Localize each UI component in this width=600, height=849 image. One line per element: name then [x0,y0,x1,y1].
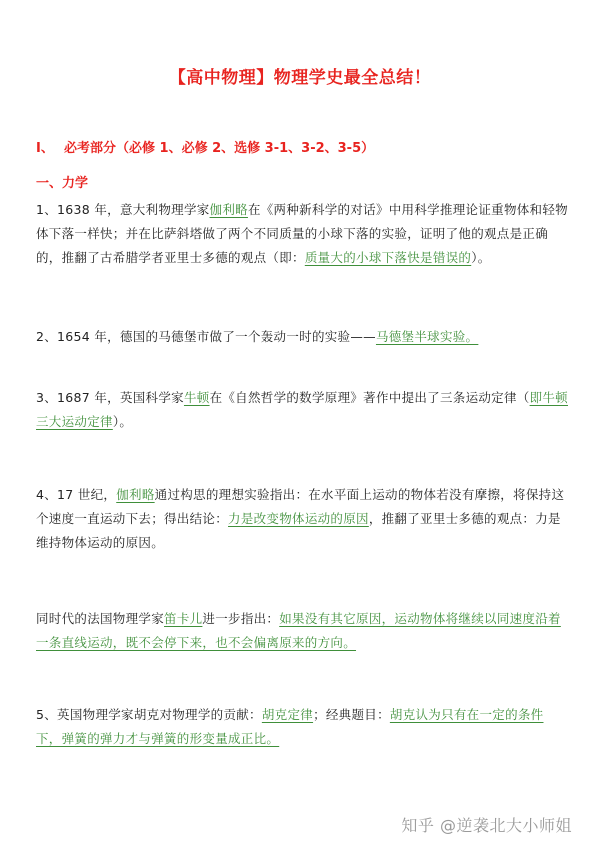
section-number: I、 [36,141,54,156]
highlight-text: 即牛顿三大运动定律 [36,390,568,429]
text: 在《自然哲学的数学原理》著作中提出了三条运动定律（ [209,390,530,405]
text: 1、1638 年，意大利物理学家 [36,202,210,217]
text: 进一步指出： [202,611,280,626]
text: 5、英国物理学家胡克对物理学的贡献： [36,707,262,722]
paragraph-3 [36,386,568,434]
section-heading-required [36,137,374,156]
section-heading-mechanics: 一、力学 [36,176,89,191]
text: ）。 [112,414,133,429]
paragraph-1 [36,198,568,270]
page-title: 【高中物理】物理学史最全总结！ [168,68,432,88]
paragraph-5 [36,607,568,655]
text: 在《两种新科学的对话》中用科学推理论证重物体和轻物体下落一样快；并在比萨斜塔做了两个不同质量的小球下落的实验，证明了他的观点是正确的，推翻了古希腊学者亚里士多德的观点（即： [36,202,568,265]
zhihu-watermark: 知乎 @逆袭北大小师姐 [401,816,572,835]
text: 同时代的法国物理学家 [36,611,165,626]
highlight-text: 马德堡半球实验。 [375,329,479,344]
highlight-name: 伽利略 [209,202,248,217]
paragraph-4 [36,483,568,555]
text: 2、1654 年，德国的马德堡市做了一个轰动一时的实验—— [36,329,376,344]
highlight-text: 胡克认为只有在一定的条件下，弹簧的弹力才与弹簧的形变量成正比。 [36,707,544,746]
text: 通过构思的理想实验指出：在水平面上运动的物体若没有摩擦，将保持这个速度一直运动下去；得出结论： [36,487,565,526]
text: ，推翻了亚里士多德的观点：力是维持物体运动的原因。 [36,511,561,550]
text: 4、17 世纪， [36,487,117,502]
text: ）。 [471,250,491,265]
paragraph-2 [36,325,568,349]
highlight-text: 如果没有其它原因，运动物体将继续以同速度沿着一条直线运动，既不会停下来，也不会偏离原来的方向。 [36,611,561,650]
paragraph-6 [36,703,568,751]
highlight-text: 胡克定律 [261,707,314,722]
highlight-name: 伽利略 [116,487,155,502]
text: ；经典题目： [313,707,390,722]
highlight-text: 力是改变物体运动的原因 [228,511,369,526]
highlight-name: 笛卡儿 [164,611,203,626]
highlight-name: 牛顿 [183,390,210,405]
section-label: 必考部分（必修 1、必修 2、选修 3-1、3-2、3-5） [64,141,375,156]
text: 3、1687 年，英国科学家 [36,390,184,405]
highlight-text: 质量大的小球下落快是错误的 [304,250,472,265]
